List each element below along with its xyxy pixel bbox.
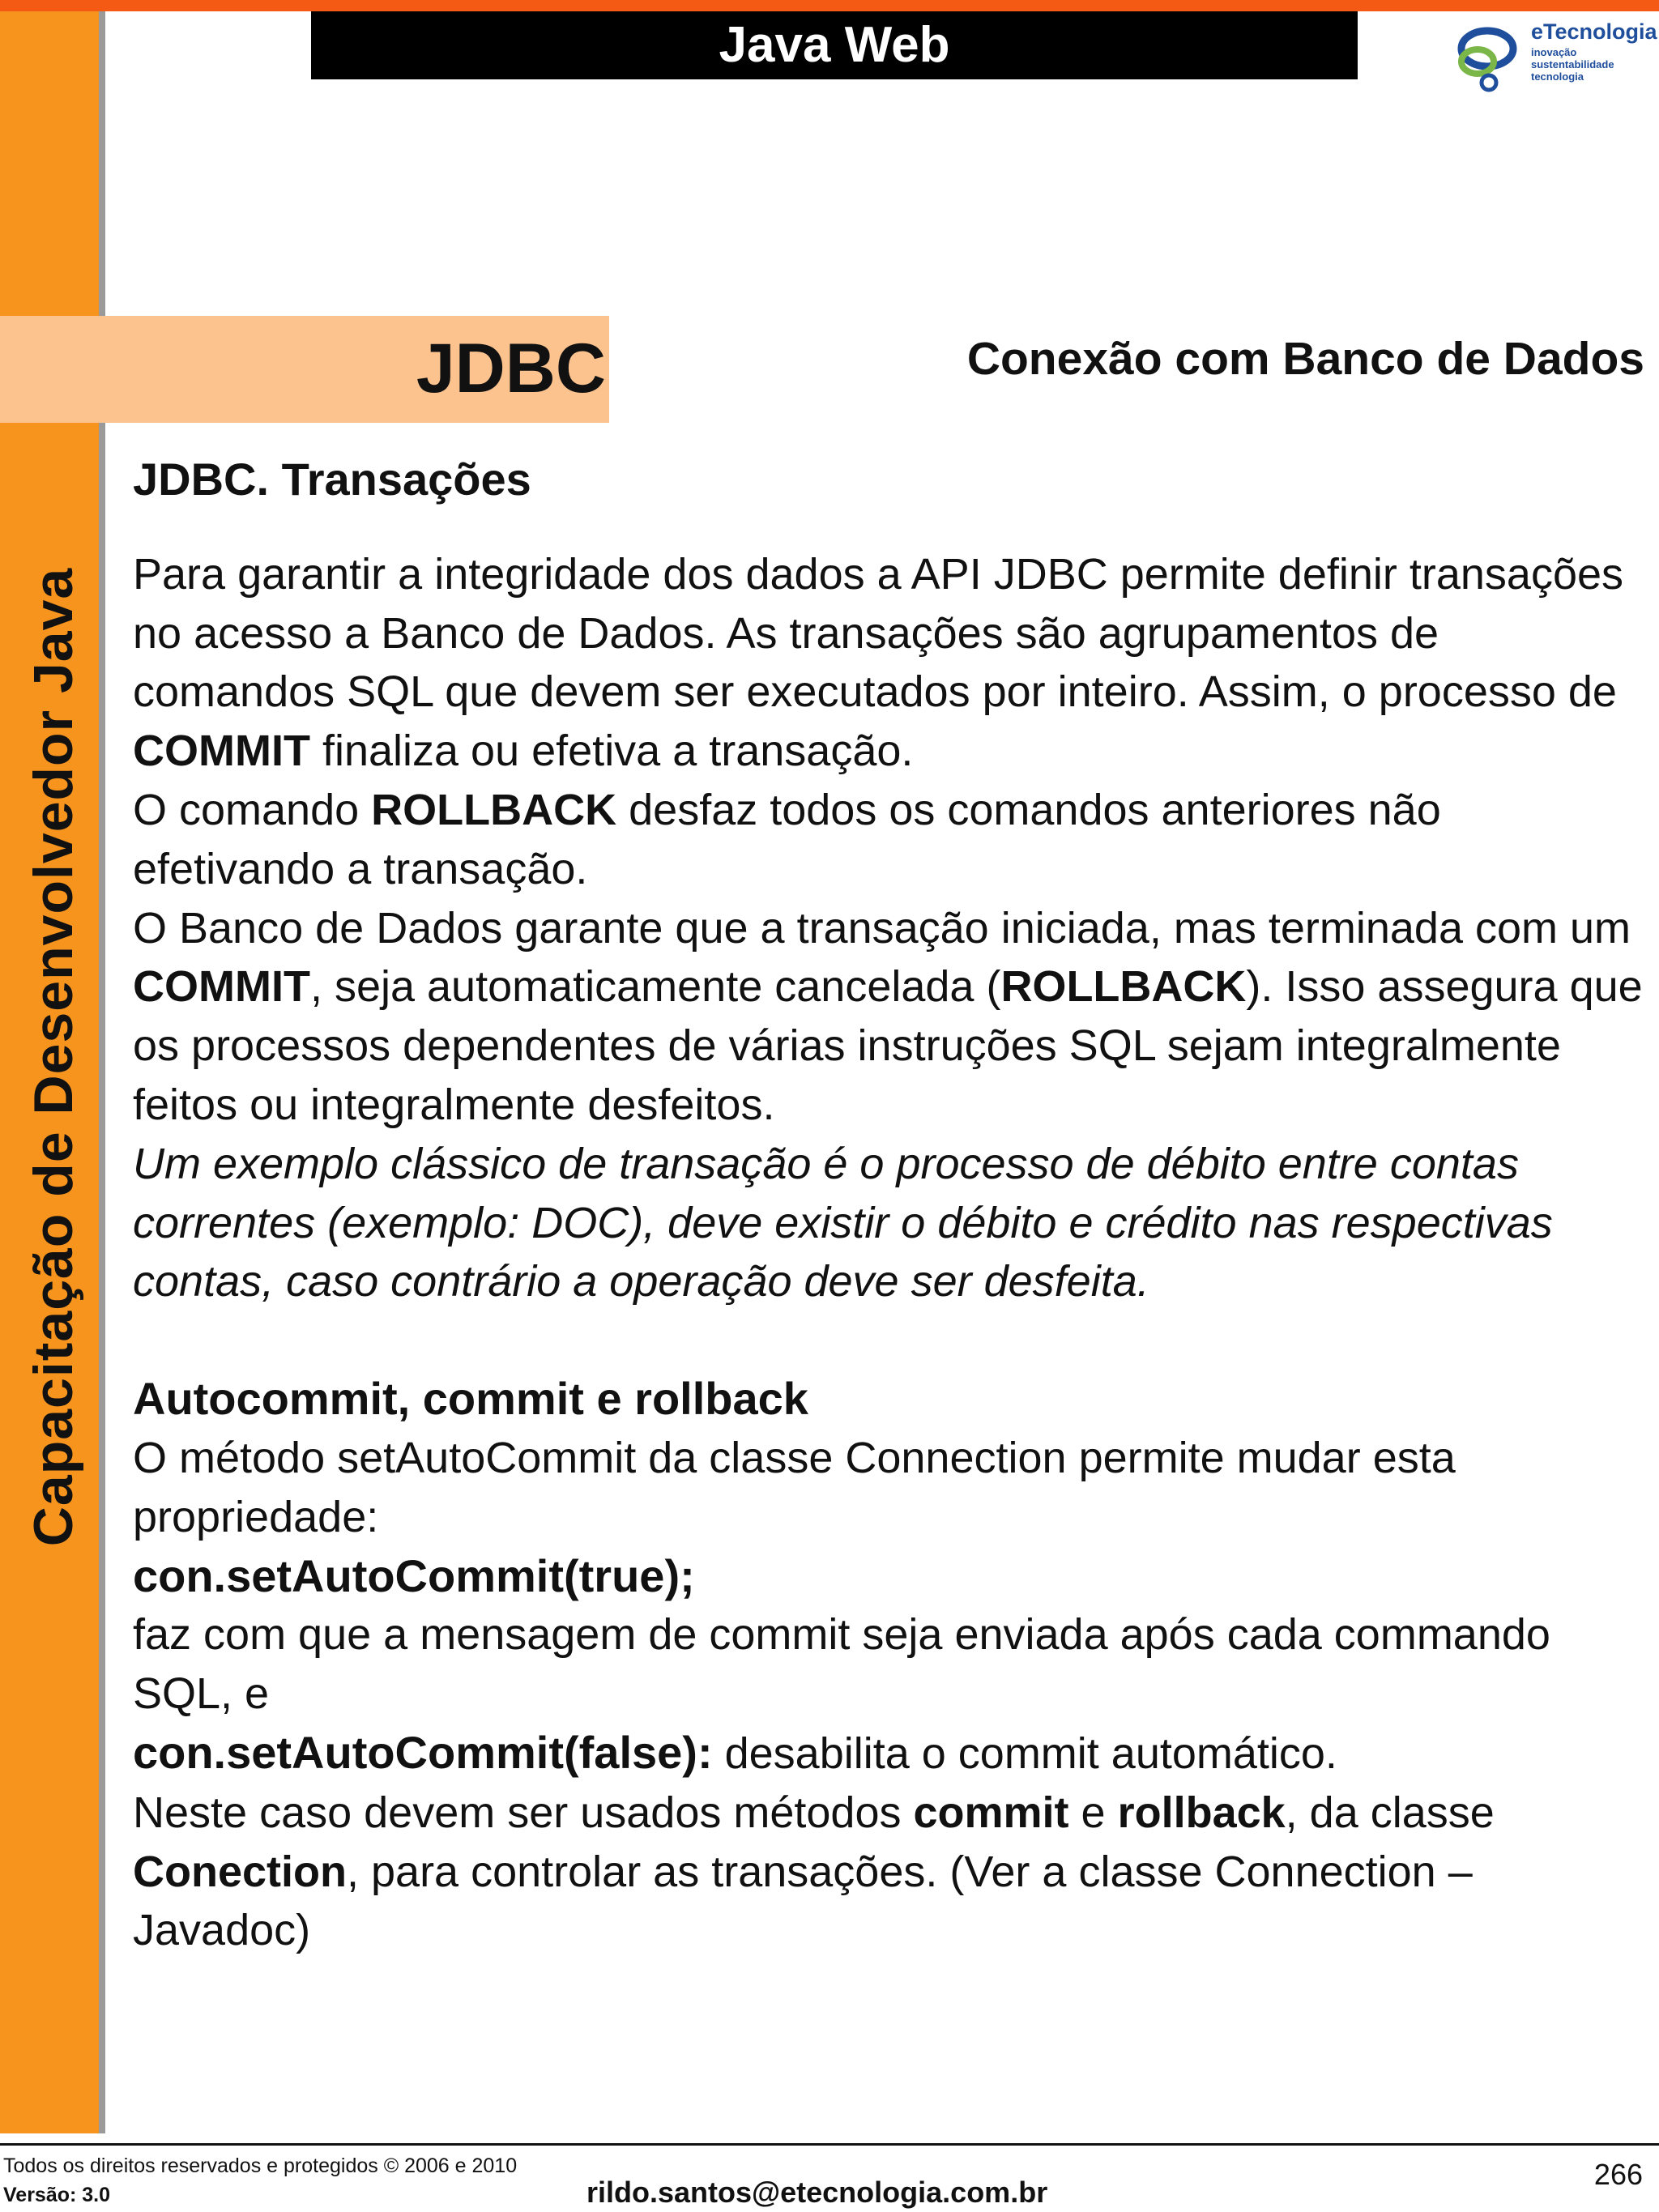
logo-rings-icon xyxy=(1448,16,1529,97)
footer-rights: Todos os direitos reservados e protegidos © 2006 e 2010 xyxy=(3,2154,518,2177)
slide-subtitle: Conexão com Banco de Dados xyxy=(966,333,1644,385)
page-number: 266 xyxy=(1593,2158,1643,2191)
header-title: Java Web xyxy=(311,11,1358,79)
etecnologia-logo xyxy=(1448,16,1659,97)
sidebar-title: Capacitação de Desenvolvedor Java xyxy=(23,567,84,1547)
paragraph-autocommit-false: con.setAutoCommit(false): desabilita o commit automático. Neste caso devem ser usados métodos commit e rollback, da classe Conection, para controlar as transações. (Ver a classe Connection – Javadoc) xyxy=(133,1726,1495,1955)
top-accent-line xyxy=(0,0,1659,11)
paragraph-setautocommit: O método setAutoCommit da classe Connection permite mudar esta propriedade: xyxy=(133,1433,1456,1541)
slide-content xyxy=(133,450,1648,1960)
footer-version: Versão: 3.0 xyxy=(3,2184,111,2206)
logo-tagline-3: tecnologia xyxy=(1531,70,1584,83)
logo-wordmark: eTecnologia xyxy=(1531,19,1657,44)
paragraph-transactions: Para garantir a integridade dos dados a API JDBC permite definir transações no acesso a Banco de Dados. As transações são agrupamentos de comandos SQL que devem ser executados por inteiro. Assim, o processo de COMMIT finaliza ou efetiva a transação. xyxy=(133,549,1624,776)
code-autocommit-true: con.setAutoCommit(true); xyxy=(133,1549,695,1601)
paragraph-commit-message: faz com que a mensagem de commit seja enviada após cada commando SQL, e xyxy=(133,1610,1550,1719)
logo-tagline-2: sustentabilidade xyxy=(1531,58,1614,70)
footer-email: rildo.santos@etecnologia.com.br xyxy=(586,2176,1048,2209)
footer-divider xyxy=(0,2143,1659,2146)
heading-autocommit: Autocommit, commit e rollback xyxy=(133,1373,808,1425)
paragraph-example: Um exemplo clássico de transação é o processo de débito entre contas correntes (exemplo: DOC), deve existir o débito e crédito nas respectivas contas, caso contrário a operação deve ser desfeita. xyxy=(133,1139,1553,1306)
logo-tagline-1: inovação xyxy=(1531,46,1577,58)
heading-transacoes: JDBC. Transações xyxy=(133,454,531,505)
slide-title: JDBC xyxy=(416,330,606,407)
paragraph-guarantee: O Banco de Dados garante que a transação iniciada, mas terminada com um COMMIT, seja automaticamente cancelada (ROLLBACK). Isso assegura que os processos dependentes de várias instruções SQL sejam integralmente feitos ou integralmente desfeitos. xyxy=(133,903,1643,1129)
paragraph-rollback: O comando ROLLBACK desfaz todos os comandos anteriores não efetivando a transação. xyxy=(133,785,1441,893)
